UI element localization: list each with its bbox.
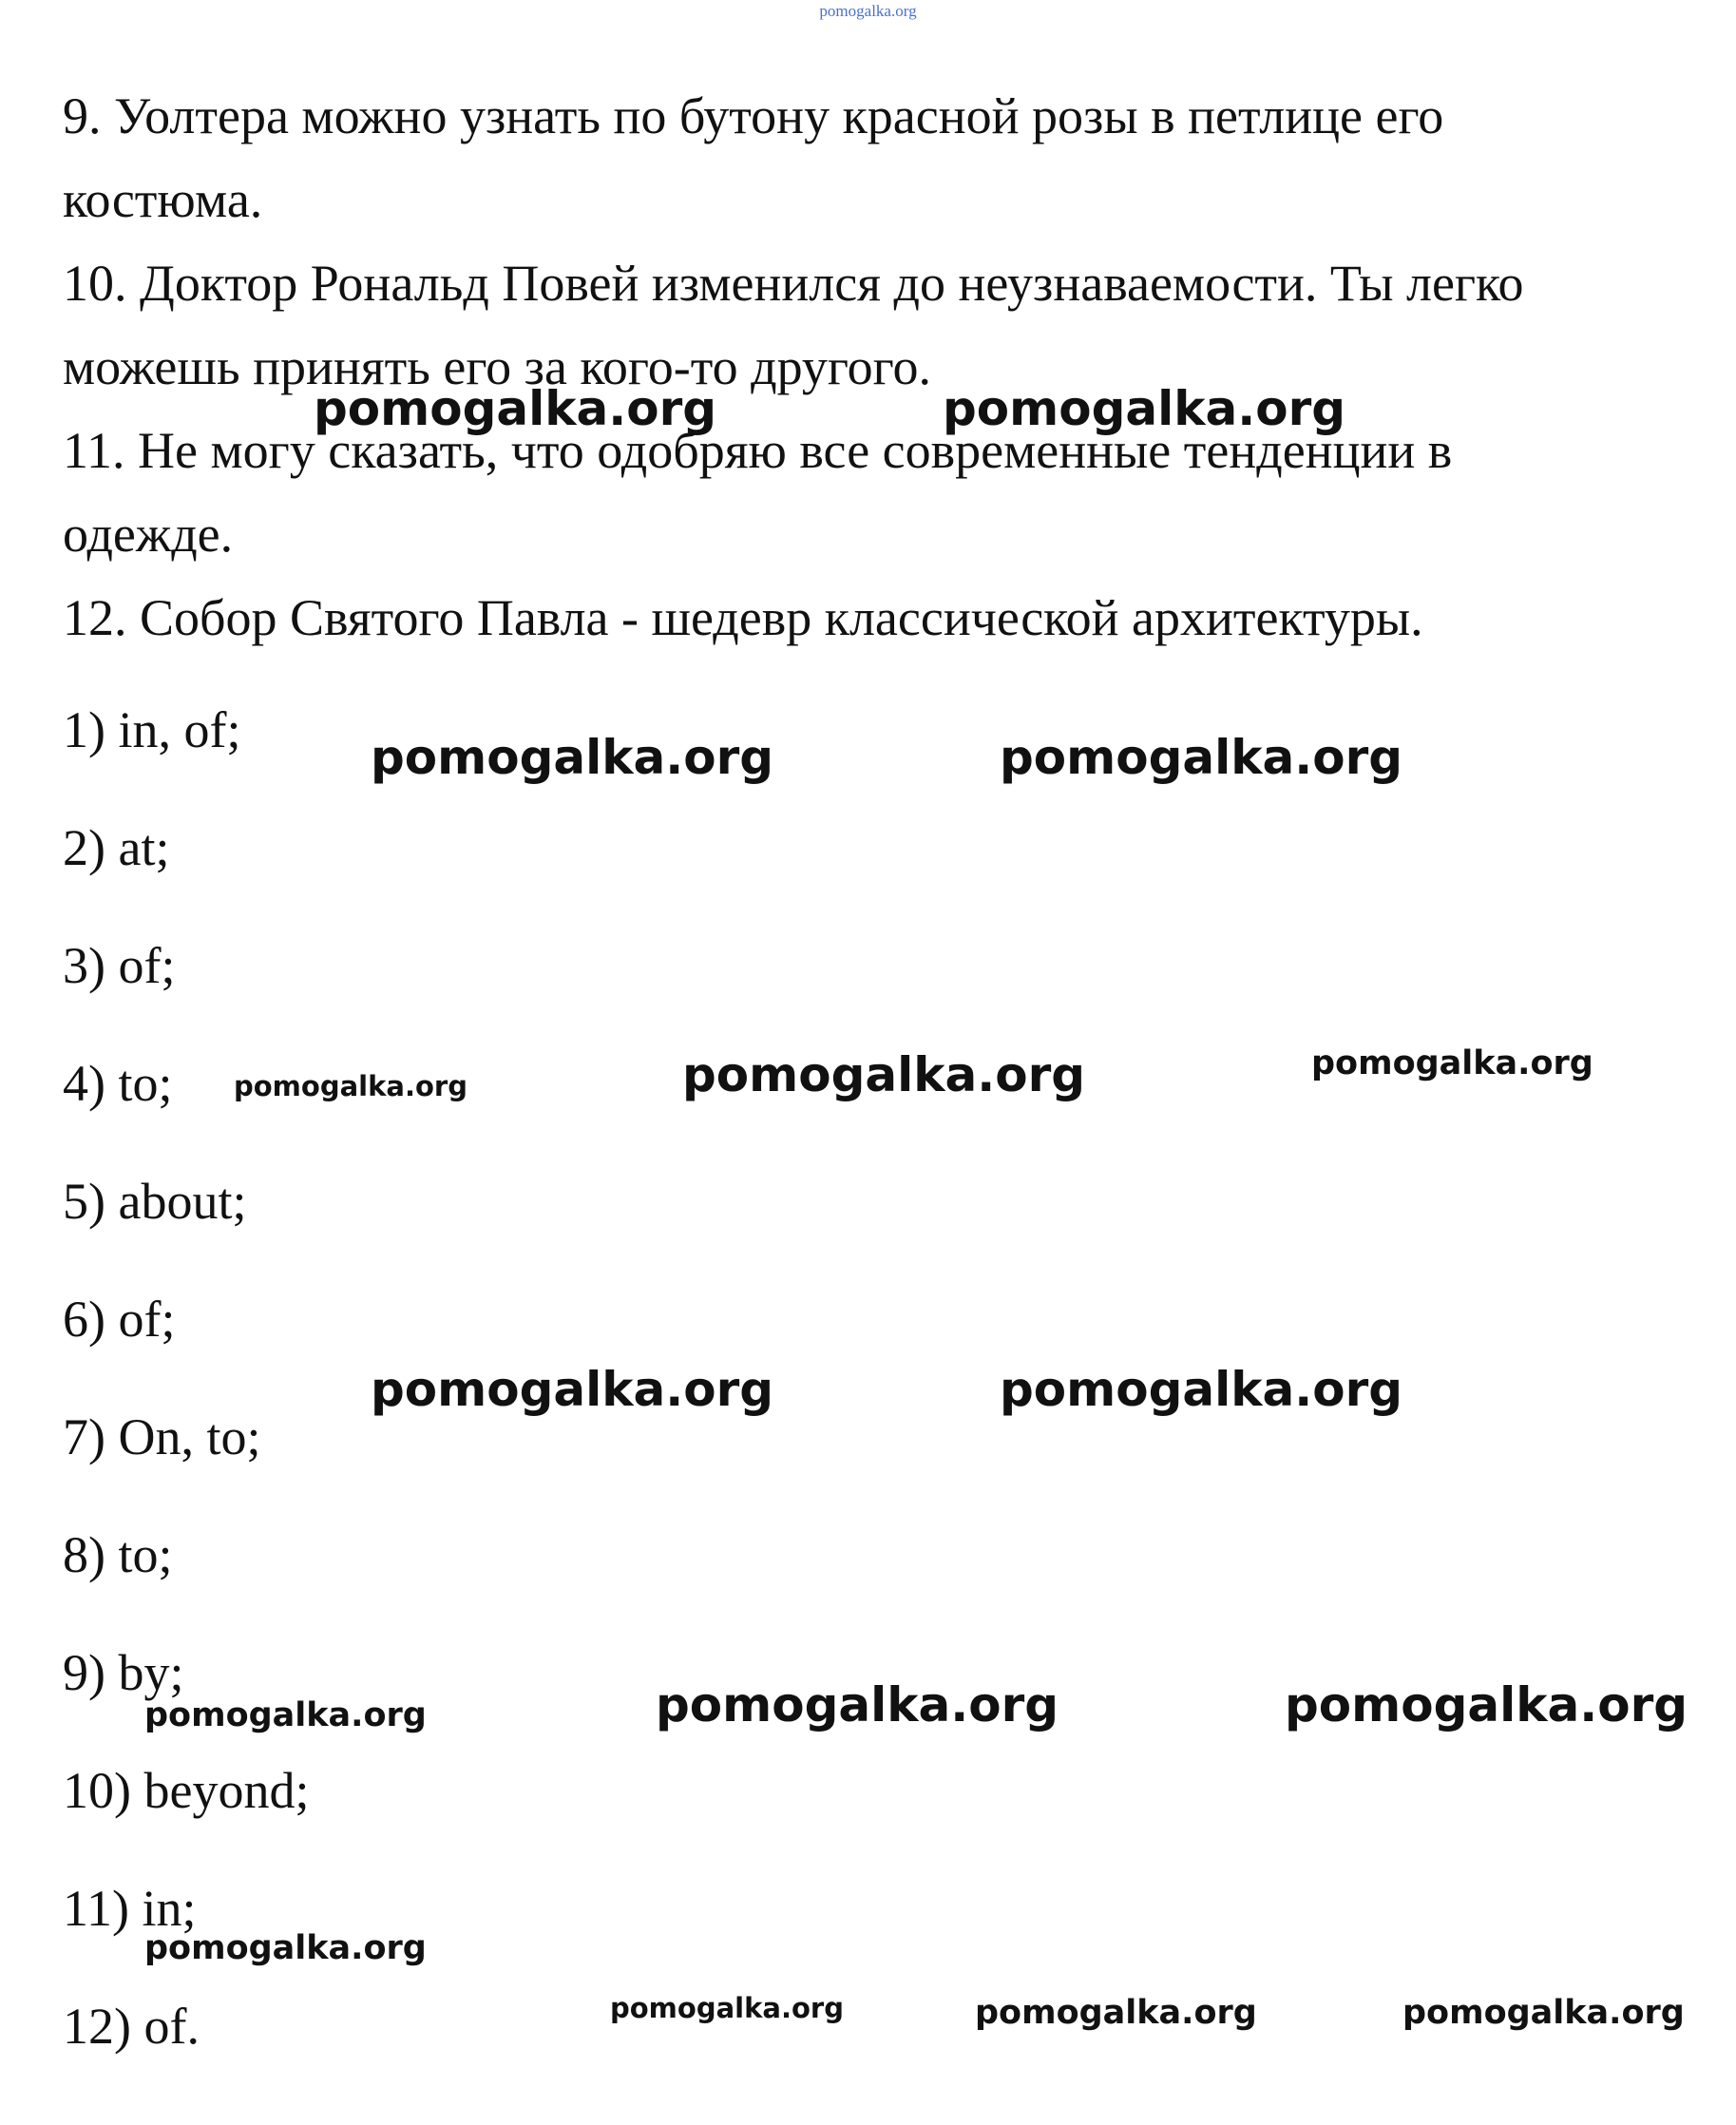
- answer-item: 11) in;: [63, 1880, 197, 1937]
- watermark: pomogalka.org: [1311, 1044, 1593, 1082]
- answer-item: 7) On, to;: [63, 1408, 261, 1465]
- watermark: pomogalka.org: [371, 730, 774, 785]
- answer-item: 1) in, of;: [63, 701, 241, 758]
- watermark: pomogalka.org: [682, 1047, 1086, 1102]
- translation-line: 9. Уолтера можно узнать по бутону красной розы в петлице его: [63, 87, 1444, 144]
- answer-item: 4) to;: [63, 1055, 173, 1112]
- answer-item: 12) of.: [63, 1998, 200, 2055]
- answer-item: 6) of;: [63, 1291, 176, 1348]
- answer-item: 8) to;: [63, 1526, 173, 1583]
- watermark: pomogalka.org: [1402, 1994, 1685, 2032]
- watermark: pomogalka.org: [656, 1677, 1059, 1733]
- site-watermark-header: pomogalka.org: [819, 2, 917, 20]
- watermark: pomogalka.org: [943, 381, 1346, 436]
- watermark: pomogalka.org: [610, 1992, 844, 2024]
- watermark: pomogalka.org: [371, 1362, 774, 1417]
- watermark: pomogalka.org: [234, 1070, 467, 1102]
- translation-line: 12. Собор Святого Павла - шедевр классической архитектуры.: [63, 589, 1423, 646]
- translation-line: 11. Не могу сказать, что одобряю все современные тенденции в: [63, 422, 1453, 479]
- watermark: pomogalka.org: [144, 1696, 427, 1734]
- translation-line: одежде.: [63, 506, 234, 563]
- watermark: pomogalka.org: [975, 1994, 1257, 2032]
- translation-line: костюма.: [63, 171, 263, 228]
- answer-item: 3) of;: [63, 937, 176, 994]
- watermark: pomogalka.org: [1000, 1362, 1403, 1417]
- answer-item: 2) at;: [63, 819, 170, 876]
- watermark: pomogalka.org: [314, 381, 717, 436]
- answer-item: 10) beyond;: [63, 1762, 310, 1819]
- translation-line: можешь принять его за кого-то другого.: [63, 338, 931, 395]
- answer-item: 9) by;: [63, 1644, 184, 1701]
- watermark: pomogalka.org: [1285, 1677, 1688, 1733]
- watermark: pomogalka.org: [1000, 730, 1403, 785]
- watermark: pomogalka.org: [144, 1929, 427, 1967]
- answer-item: 5) about;: [63, 1173, 247, 1230]
- translation-line: 10. Доктор Рональд Повей изменился до неузнаваемости. Ты легко: [63, 255, 1524, 312]
